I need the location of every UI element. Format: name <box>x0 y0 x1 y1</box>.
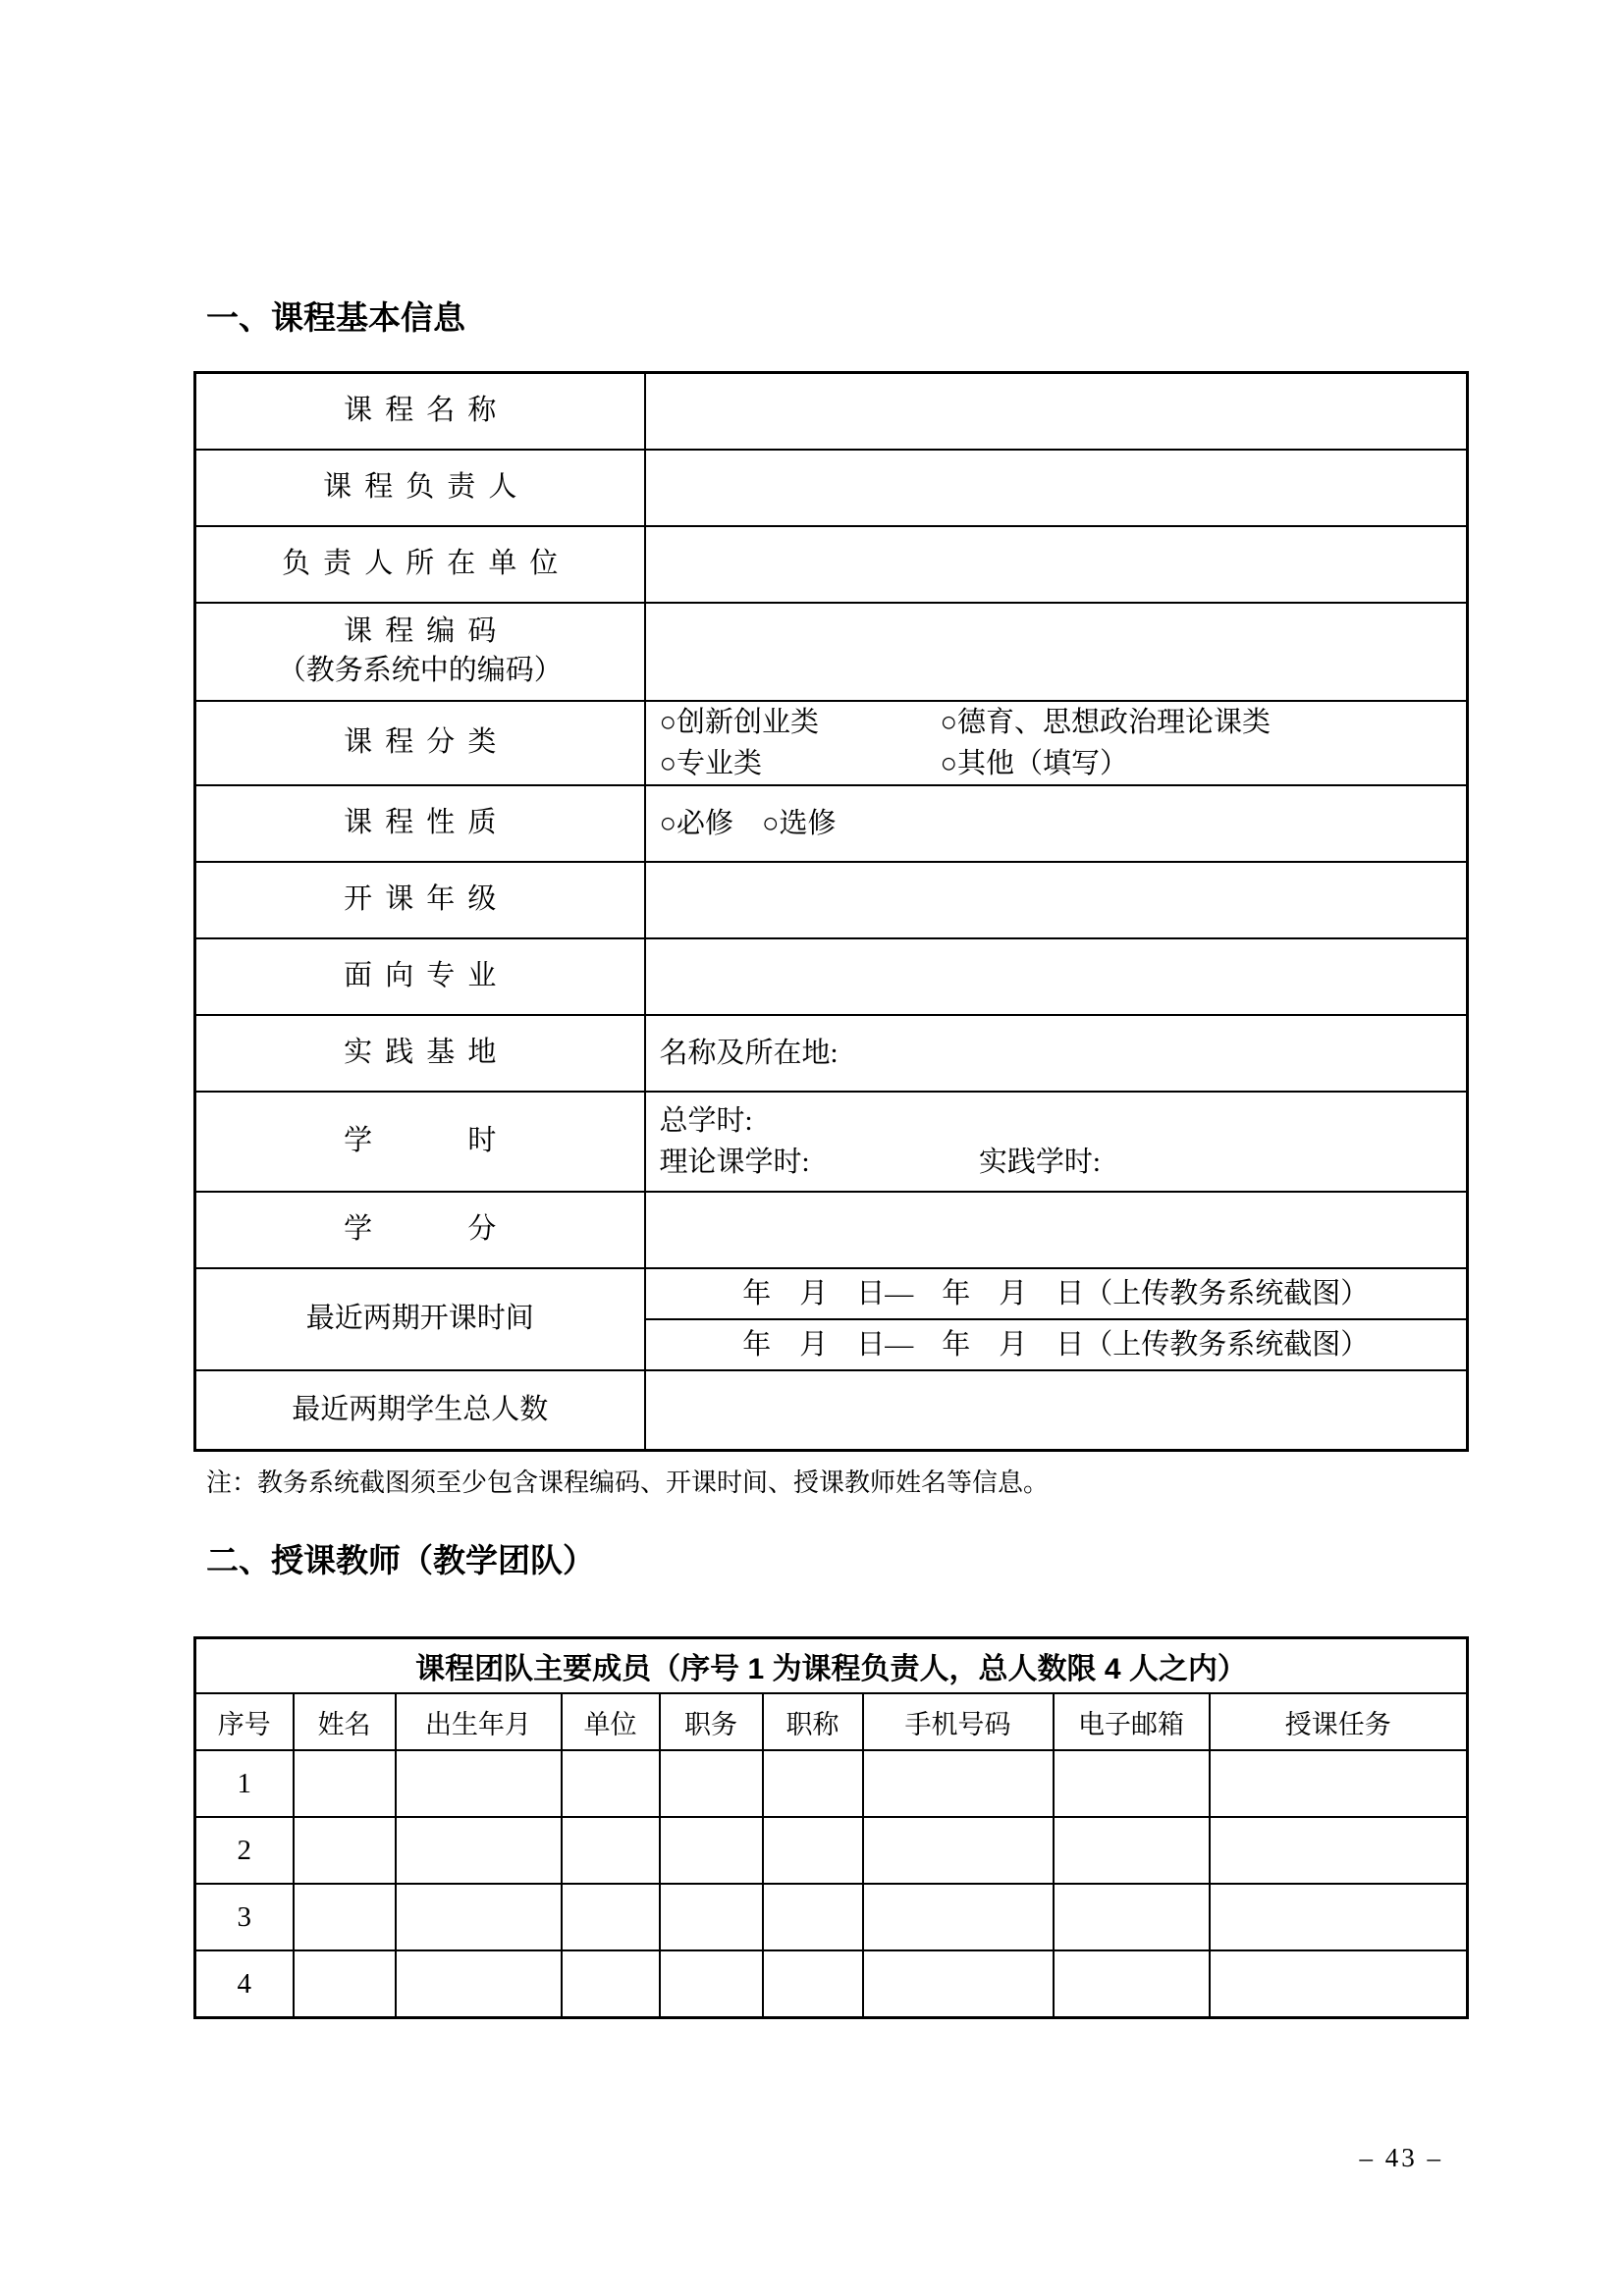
cell-phone-2 <box>863 1817 1054 1884</box>
value-target-majors <box>645 938 1468 1015</box>
cell-unit-4 <box>562 1950 660 2018</box>
value-leader-unit <box>645 526 1468 603</box>
label-course-name: 课程名称 <box>195 373 645 450</box>
cell-title-3 <box>763 1884 863 1950</box>
cell-task-1 <box>1210 1750 1468 1817</box>
cell-name-1 <box>294 1750 396 1817</box>
value-course-code <box>645 603 1468 701</box>
cell-task-2 <box>1210 1817 1468 1884</box>
column-header-number: 序号 <box>195 1693 294 1750</box>
page-number: – 43 – <box>1359 2143 1443 2172</box>
team-row-4 <box>195 1950 1468 2018</box>
cell-name-2 <box>294 1817 396 1884</box>
row-number: 3 <box>195 1884 294 1950</box>
radio-option-professional: ○专业类 <box>659 747 763 779</box>
radio-option-innovation: ○创新创业类 <box>659 706 820 738</box>
cell-task-3 <box>1210 1884 1468 1950</box>
radio-options-nature: ○必修 ○选修 <box>645 785 1468 862</box>
hours-total-line: 总学时: <box>659 1104 753 1137</box>
value-credits <box>645 1192 1468 1268</box>
cell-phone-1 <box>863 1750 1054 1817</box>
value-recent-students <box>645 1370 1468 1451</box>
cell-birthdate-2 <box>396 1817 562 1884</box>
label-course-code-line1: 课程编码 <box>344 615 510 648</box>
value-course-name <box>645 373 1468 450</box>
value-start-grade <box>645 862 1468 938</box>
label-leader-unit: 负责人所在单位 <box>195 526 645 603</box>
category-option-row1 <box>660 702 1467 743</box>
value-course-category <box>645 701 1468 785</box>
category-option-row2 <box>660 743 1467 784</box>
label-course-code-line2: （教务系统中的编码） <box>277 654 563 686</box>
label-start-grade: 开课年级 <box>195 862 645 938</box>
team-row-2 <box>195 1817 1468 1884</box>
cell-unit-3 <box>562 1884 660 1950</box>
column-header-phone: 手机号码 <box>863 1693 1054 1750</box>
cell-phone-3 <box>863 1884 1054 1950</box>
team-row-1 <box>195 1750 1468 1817</box>
team-table-title: 课程团队主要成员（序号 1 为课程负责人，总人数限 4 人之内） <box>195 1638 1468 1694</box>
radio-option-moral-politics: ○德育、思想政治理论课类 <box>940 706 1272 738</box>
hours-detail-line <box>660 1142 1467 1183</box>
cell-email-2 <box>1054 1817 1210 1884</box>
section1-title: 一、课程基本信息 <box>206 299 465 336</box>
cell-phone-4 <box>863 1950 1054 2018</box>
column-header-birthdate: 出生年月 <box>396 1693 562 1750</box>
value-class-hours <box>645 1092 1468 1192</box>
label-recent-terms: 最近两期开课时间 <box>195 1268 645 1370</box>
column-header-task: 授课任务 <box>1210 1693 1468 1750</box>
cell-position-1 <box>660 1750 763 1817</box>
cell-birthdate-1 <box>396 1750 562 1817</box>
basic-info-table <box>193 371 1469 1452</box>
cell-email-1 <box>1054 1750 1210 1817</box>
value-course-leader <box>645 450 1468 526</box>
cell-unit-2 <box>562 1817 660 1884</box>
value-recent-term-1: 年 月 日— 年 月 日（上传教务系统截图） <box>645 1268 1468 1319</box>
hours-theory: 理论课学时: <box>659 1146 810 1178</box>
radio-option-other: ○其他（填写） <box>940 747 1129 779</box>
cell-name-4 <box>294 1950 396 2018</box>
value-practice-base: 名称及所在地: <box>645 1015 1468 1092</box>
cell-position-2 <box>660 1817 763 1884</box>
label-course-code <box>195 603 645 701</box>
cell-position-3 <box>660 1884 763 1950</box>
cell-name-3 <box>294 1884 396 1950</box>
section2-title: 二、授课教师（教学团队） <box>206 1542 595 1578</box>
label-class-hours: 学 时 <box>195 1092 645 1192</box>
label-course-category: 课程分类 <box>195 701 645 785</box>
label-course-leader: 课程负责人 <box>195 450 645 526</box>
cell-task-4 <box>1210 1950 1468 2018</box>
row-number: 2 <box>195 1817 294 1884</box>
teaching-team-table <box>193 1636 1469 2019</box>
column-header-position: 职务 <box>660 1693 763 1750</box>
label-credits: 学 分 <box>195 1192 645 1268</box>
footnote: 注：教务系统截图须至少包含课程编码、开课时间、授课教师姓名等信息。 <box>206 1468 1050 1497</box>
value-recent-term-2: 年 月 日— 年 月 日（上传教务系统截图） <box>645 1319 1468 1370</box>
cell-title-1 <box>763 1750 863 1817</box>
label-recent-students: 最近两期学生总人数 <box>195 1370 645 1451</box>
hours-practice: 实践学时: <box>978 1146 1101 1178</box>
cell-title-4 <box>763 1950 863 2018</box>
row-number: 1 <box>195 1750 294 1817</box>
cell-birthdate-3 <box>396 1884 562 1950</box>
label-target-majors: 面向专业 <box>195 938 645 1015</box>
cell-position-4 <box>660 1950 763 2018</box>
team-row-3 <box>195 1884 1468 1950</box>
column-header-name: 姓名 <box>294 1693 396 1750</box>
cell-birthdate-4 <box>396 1950 562 2018</box>
row-number: 4 <box>195 1950 294 2018</box>
cell-title-2 <box>763 1817 863 1884</box>
label-practice-base: 实践基地 <box>195 1015 645 1092</box>
cell-unit-1 <box>562 1750 660 1817</box>
column-header-unit: 单位 <box>562 1693 660 1750</box>
cell-email-4 <box>1054 1950 1210 2018</box>
column-header-title: 职称 <box>763 1693 863 1750</box>
label-course-nature: 课程性质 <box>195 785 645 862</box>
cell-email-3 <box>1054 1884 1210 1950</box>
column-header-email: 电子邮箱 <box>1054 1693 1210 1750</box>
